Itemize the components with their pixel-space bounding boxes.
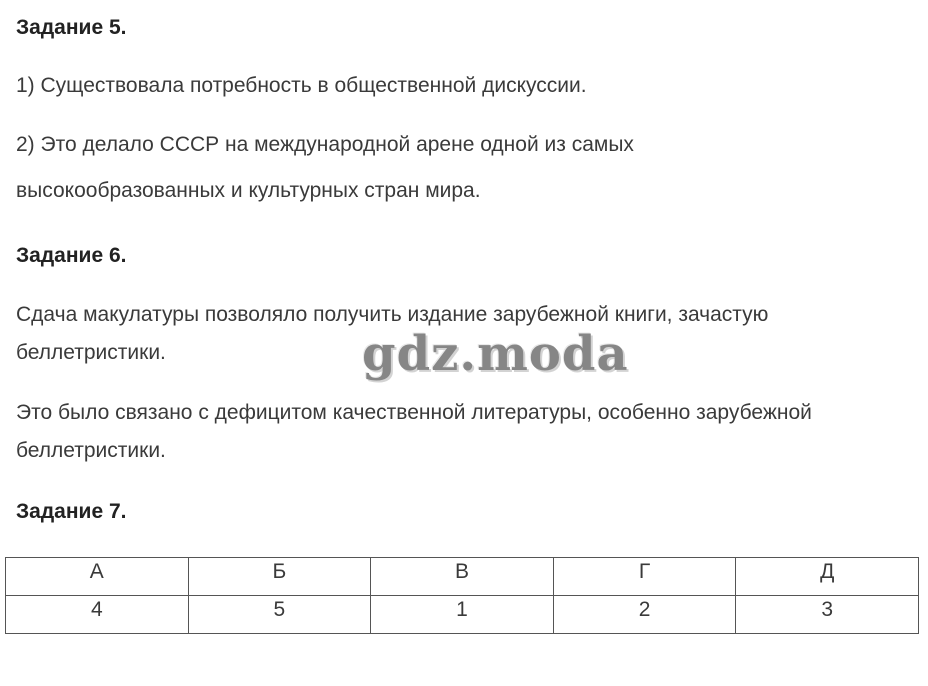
table-cell: 3 [736, 596, 919, 634]
watermark-logo: gdz.moda [362, 326, 629, 382]
task5-item2 [16, 126, 916, 210]
table-cell: 1 [371, 596, 554, 634]
table-header-cell: В [371, 558, 554, 596]
table-cell: 2 [553, 596, 736, 634]
task6-para2 [16, 394, 916, 470]
task5-item2-line2: высокообразованных и культурных стран мира. [16, 179, 481, 202]
task6-para1-line2: беллетристики. [16, 341, 166, 364]
task5-item2-line1: 2) Это делало СССР на международной арене одной из самых [16, 133, 634, 156]
table-header-cell: Д [736, 558, 919, 596]
table-row [6, 596, 919, 634]
table-cell: 5 [188, 596, 371, 634]
task6-para2-line1: Это было связано с дефицитом качественной литературы, особенно зарубежной [16, 401, 812, 424]
task5-item1-text: 1) Существовала потребность в общественной дискуссии. [16, 74, 587, 97]
task6-heading: Задание 6. [16, 244, 127, 267]
task6-para2-line2: беллетристики. [16, 439, 166, 462]
table-cell: 4 [6, 596, 189, 634]
task5-heading: Задание 5. [16, 16, 127, 39]
task7-heading: Задание 7. [16, 500, 127, 523]
table-header-row [6, 558, 919, 596]
table-header-cell: Г [553, 558, 736, 596]
answers-table [5, 557, 919, 634]
table-header-cell: А [6, 558, 189, 596]
table-header-cell: Б [188, 558, 371, 596]
task6-para1-line1: Сдача макулатуры позволяло получить издание зарубежной книги, зачастую [16, 303, 769, 326]
task5-item1 [16, 67, 916, 105]
